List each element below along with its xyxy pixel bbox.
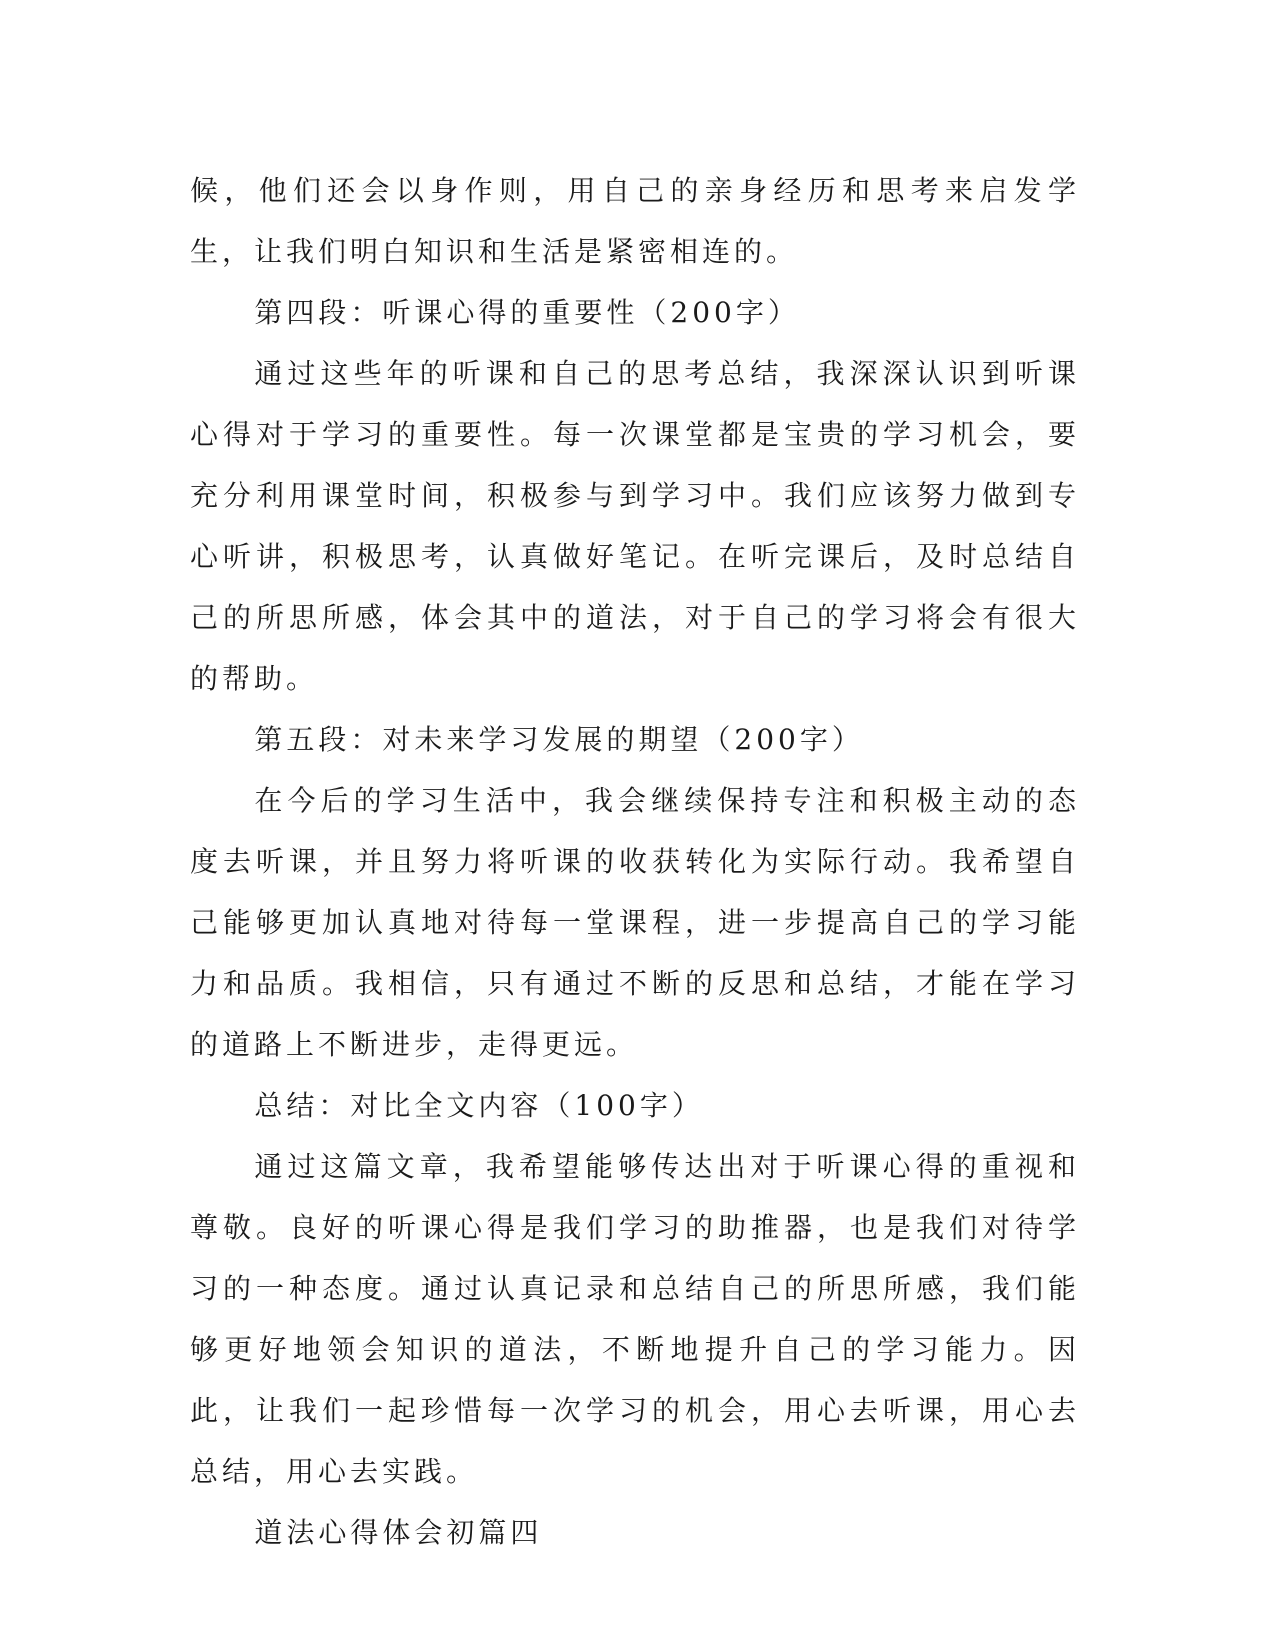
paragraph-continuation: 候，他们还会以身作则，用自己的亲身经历和思考来启发学生，让我们明白知识和生活是紧密相连的。 <box>190 174 1080 268</box>
next-article-title: 道法心得体会初篇四 <box>254 1516 543 1549</box>
paragraph-section-4: 通过这些年的听课和自己的思考总结，我深深认识到听课心得对于学习的重要性。每一次课堂都是宝贵的学习机会，要充分利用课堂时间，积极参与到学习中。我们应该努力做到专心听讲，积极思考，认真做好笔记。在听完课后，及时总结自己的所思所感，体会其中的道法，对于自己的学习将会有很大的帮助。 <box>190 357 1080 695</box>
summary-heading: 总结：对比全文内容（100字） <box>254 1089 704 1122</box>
section-heading-5: 第五段：对未来学习发展的期望（200字） <box>254 723 864 756</box>
paragraph-section-5: 在今后的学习生活中，我会继续保持专注和积极主动的态度去听课，并且努力将听课的收获转化为实际行动。我希望自己能够更加认真地对待每一堂课程，进一步提高自己的学习能力和品质。我相信，只有通过不断的反思和总结，才能在学习的道路上不断进步，走得更远。 <box>190 784 1080 1061</box>
section-heading-4: 第四段：听课心得的重要性（200字） <box>254 296 800 329</box>
document-body <box>190 160 1080 1563</box>
paragraph-summary: 通过这篇文章，我希望能够传达出对于听课心得的重视和尊敬。良好的听课心得是我们学习的助推器，也是我们对待学习的一种态度。通过认真记录和总结自己的所思所感，我们能够更好地领会知识的道法，不断地提升自己的学习能力。因此，让我们一起珍惜每一次学习的机会，用心去听课，用心去总结，用心去实践。 <box>190 1150 1080 1488</box>
